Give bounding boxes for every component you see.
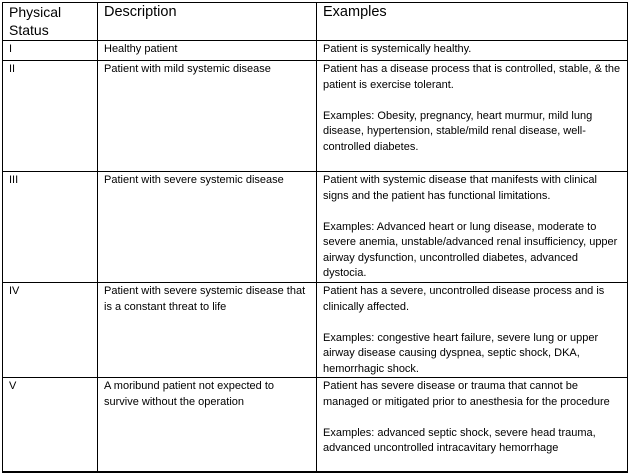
description-cell: Patient with mild systemic disease bbox=[98, 61, 317, 172]
status-cell: V bbox=[3, 378, 98, 473]
paragraph-gap bbox=[323, 204, 621, 220]
table-row bbox=[3, 41, 628, 61]
summary-text: Patient has severe disease or trauma that cannot be managed or mitigated prior to anesthesia for the procedure bbox=[323, 380, 610, 408]
header-description: Description bbox=[98, 3, 317, 41]
paragraph-gap bbox=[323, 315, 621, 331]
summary-text: Patient with systemic disease that manifests with clinical signs and the patient has functional limitations. bbox=[323, 174, 597, 202]
paragraph-gap bbox=[323, 410, 621, 426]
status-cell: IV bbox=[3, 283, 98, 378]
physical-status-table bbox=[2, 2, 628, 473]
header-row bbox=[3, 3, 628, 41]
examples-cell bbox=[317, 378, 628, 473]
description-cell: Healthy patient bbox=[98, 41, 317, 61]
description-cell: Patient with severe systemic disease bbox=[98, 172, 317, 283]
examples-text: Examples: congestive heart failure, severe lung or upper airway disease causing dyspnea, septic shock, DKA, hemorrhagic shock. bbox=[323, 331, 599, 375]
examples-cell bbox=[317, 283, 628, 378]
status-cell: I bbox=[3, 41, 98, 61]
table-row bbox=[3, 378, 628, 473]
summary-text: Patient is systemically healthy. bbox=[323, 43, 472, 55]
summary-text: Patient has a disease process that is controlled, stable, & the patient is exercise tolerant. bbox=[323, 63, 621, 91]
examples-cell bbox=[317, 61, 628, 172]
examples-cell bbox=[317, 41, 628, 61]
examples-text: Examples: advanced septic shock, severe head trauma, advanced uncontrolled intracavitary hemorrhage bbox=[323, 426, 596, 454]
header-examples: Examples bbox=[317, 3, 628, 41]
examples-cell bbox=[317, 172, 628, 283]
summary-text: Patient has a severe, uncontrolled disease process and is clinically affected. bbox=[323, 285, 605, 313]
header-physical-status: Physical Status bbox=[3, 3, 98, 41]
table-row bbox=[3, 283, 628, 378]
table-row bbox=[3, 172, 628, 283]
status-cell: II bbox=[3, 61, 98, 172]
description-cell: A moribund patient not expected to survive without the operation bbox=[98, 378, 317, 473]
status-cell: III bbox=[3, 172, 98, 283]
paragraph-gap bbox=[323, 93, 621, 109]
table-row bbox=[3, 61, 628, 172]
description-cell: Patient with severe systemic disease that is a constant threat to life bbox=[98, 283, 317, 378]
examples-text: Examples: Obesity, pregnancy, heart murmur, mild lung disease, hypertension, stable/mild renal disease, well-controlled diabetes. bbox=[323, 109, 593, 153]
examples-text: Examples: Advanced heart or lung disease, moderate to severe anemia, unstable/advanced renal insufficiency, upper airway dysfunction, uncontrolled diabetes, advanced dystocia. bbox=[323, 220, 618, 279]
